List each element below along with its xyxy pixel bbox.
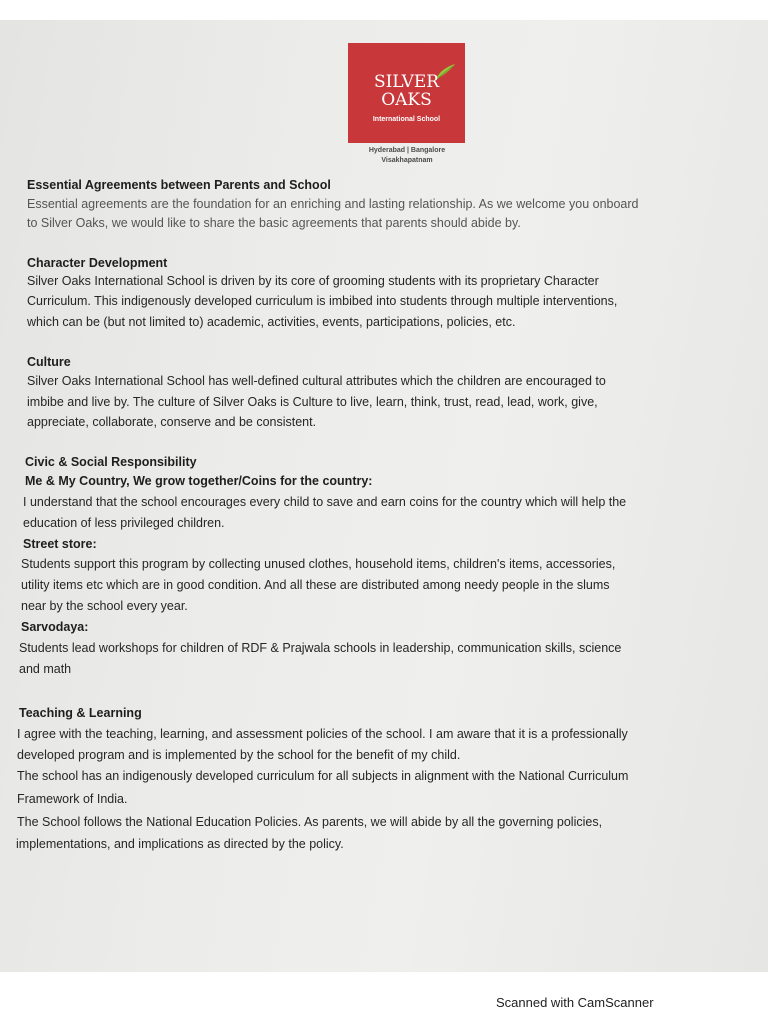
paragraph-line: Silver Oaks International School has well-defined cultural attributes which the children are encouraged to	[27, 374, 606, 388]
paragraph-line: near by the school every year.	[21, 599, 188, 613]
section-heading: Me & My Country, We grow together/Coins for the country:	[25, 474, 373, 488]
logo-cities-line1: Hyderabad | Bangalore	[368, 147, 446, 154]
paragraph-line: utility items etc which are in good condition. And all these are distributed among needy people in the slums	[21, 578, 610, 592]
paragraph-line: and math	[19, 662, 72, 676]
paragraph-line: implementations, and implications as directed by the policy.	[16, 837, 344, 851]
scanned-page	[0, 20, 768, 972]
paragraph-line: which can be (but not limited to) academic, activities, events, participations, policies, etc.	[27, 315, 516, 329]
paragraph-line: appreciate, collaborate, conserve and be consistent.	[27, 415, 317, 429]
paragraph-line: Students lead workshops for children of RDF & Prajwala schools in leadership, communication skills, science	[19, 641, 622, 655]
paragraph-line: to Silver Oaks, we would like to share the basic agreements that parents should abide by.	[27, 216, 521, 230]
paragraph-line: Students support this program by collecting unused clothes, household items, children's items, accessories,	[21, 557, 616, 571]
logo-word-silver: SILVER	[373, 72, 440, 92]
paragraph-line: Essential agreements are the foundation for an enriching and lasting relationship. As we welcome you onboard	[27, 197, 639, 211]
paragraph-line: Curriculum. This indigenously developed curriculum is imbibed into students through multiple interventions,	[27, 294, 618, 308]
paragraph-line: education of less privileged children.	[23, 516, 225, 530]
paragraph-line: The School follows the National Education Policies. As parents, we will abide by all the governing policies,	[17, 815, 603, 829]
paragraph-line: The school has an indigenously developed curriculum for all subjects in alignment with the National Curriculum	[17, 769, 629, 783]
paragraph-line: Silver Oaks International School is driven by its core of grooming students with its proprietary Character	[27, 274, 599, 288]
school-logo	[348, 43, 465, 143]
scanner-watermark: Scanned with CamScanner	[496, 995, 654, 1010]
section-heading: Teaching & Learning	[19, 706, 142, 720]
paragraph-line: developed program and is implemented by the school for the benefit of my child.	[17, 748, 461, 762]
section-heading: Civic & Social Responsibility	[25, 455, 197, 469]
section-heading: Essential Agreements between Parents and School	[27, 178, 331, 192]
logo-word-oaks: OAKS	[381, 90, 432, 110]
paragraph-line: Framework of India.	[17, 792, 128, 806]
section-heading: Street store:	[23, 537, 97, 551]
logo-cities-line2: Visakhapatnam	[381, 157, 433, 164]
paragraph-line: I understand that the school encourages every child to save and earn coins for the country which will help the	[23, 495, 627, 509]
logo-subtitle: International School	[372, 116, 441, 123]
section-heading: Character Development	[27, 256, 168, 270]
paragraph-line: imbibe and live by. The culture of Silver Oaks is Culture to live, learn, think, trust, read, lead, work, give,	[27, 395, 598, 409]
section-heading: Sarvodaya:	[21, 620, 89, 634]
paragraph-line: I agree with the teaching, learning, and assessment policies of the school. I am aware that it is a professionally	[17, 727, 628, 741]
section-heading: Culture	[27, 355, 71, 369]
